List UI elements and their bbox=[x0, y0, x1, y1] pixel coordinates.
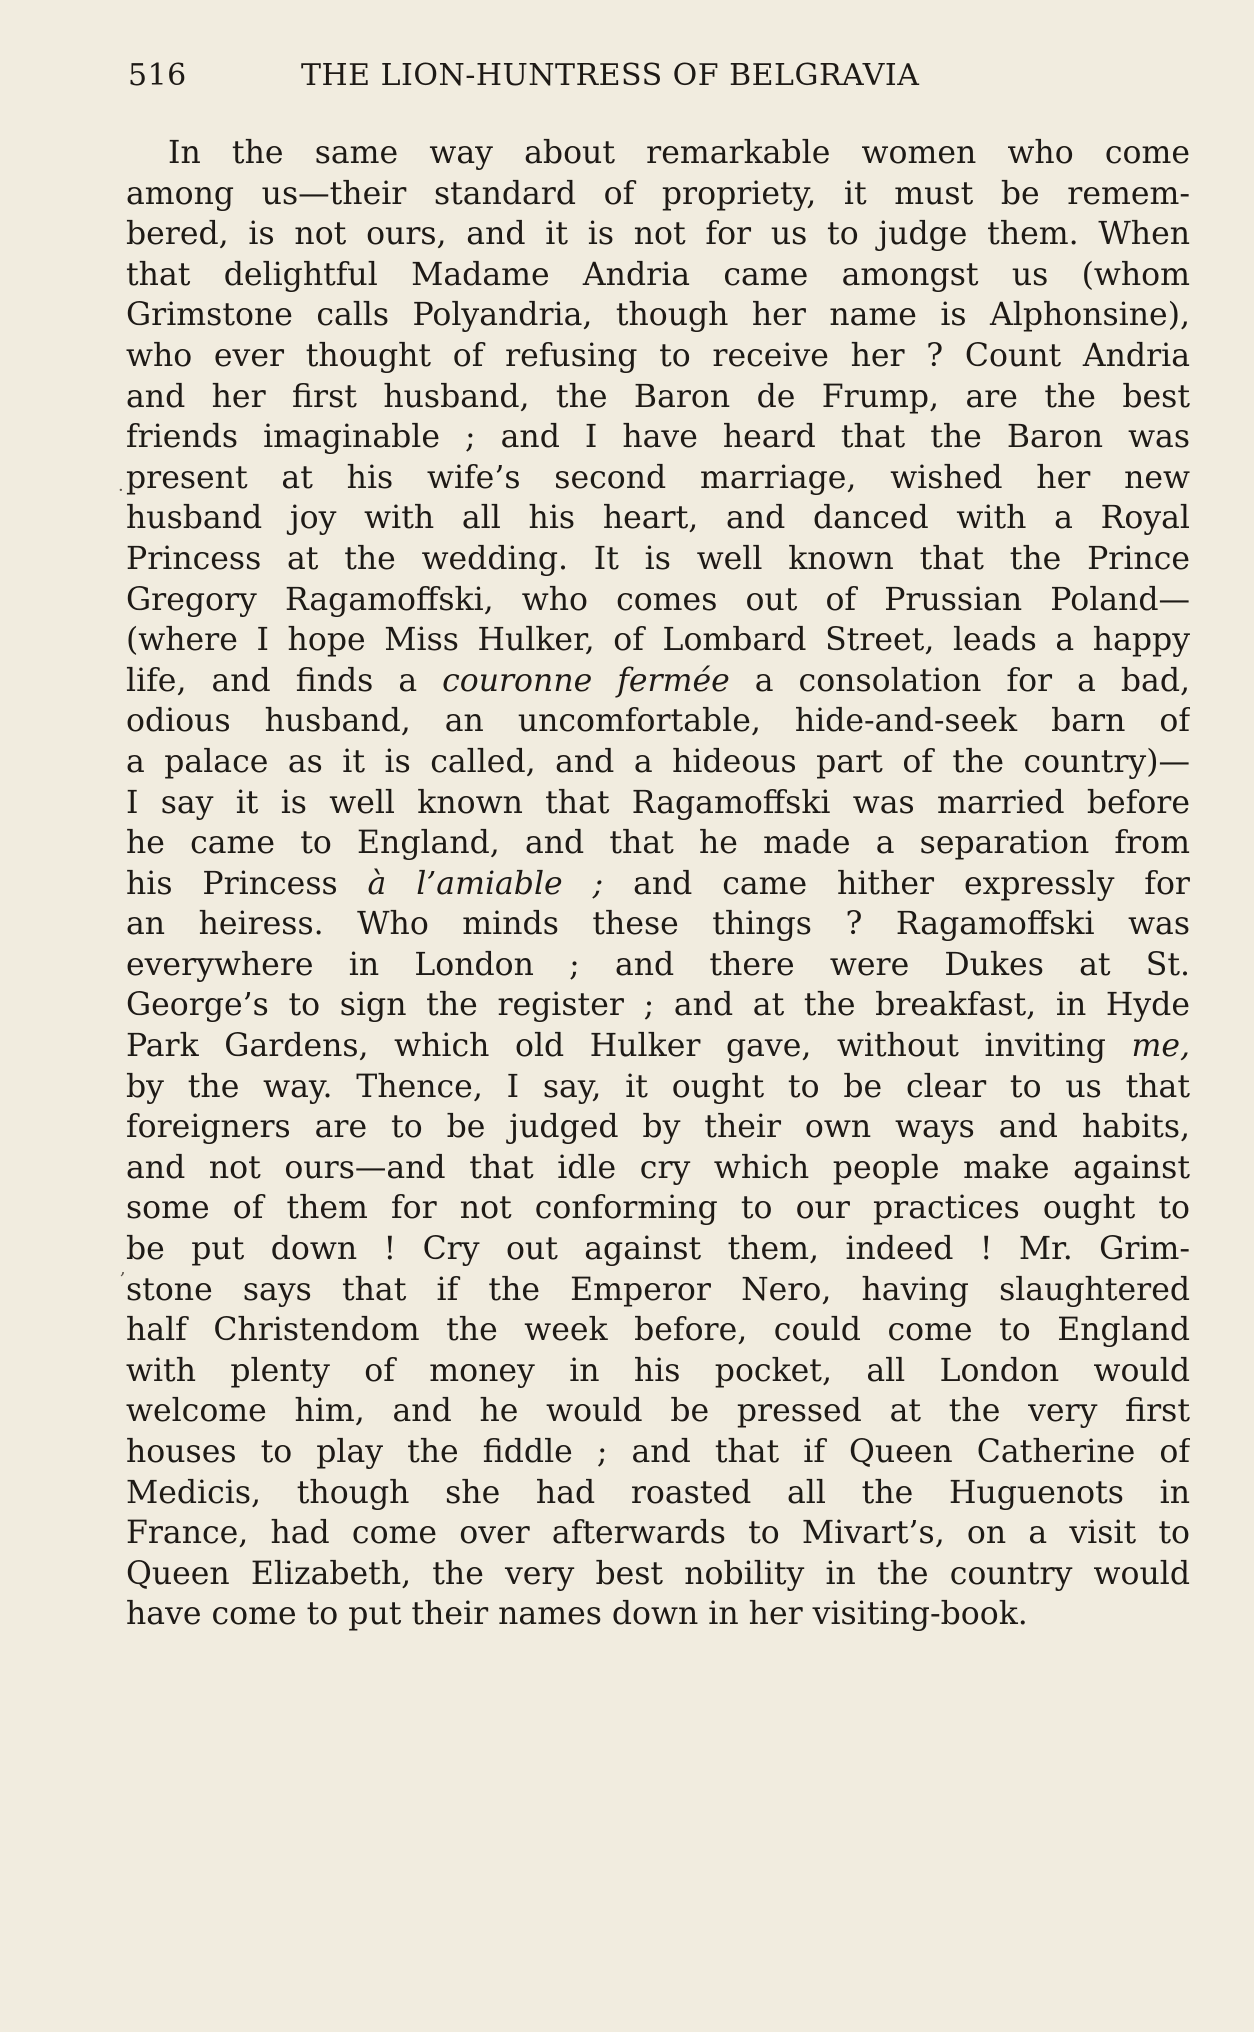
text-line: Grimstone calls Polyandria, though her name is Alphonsine), bbox=[126, 297, 1190, 334]
text-line: I say it is well known that Ragamoffski was married before bbox=[126, 784, 1190, 821]
text-segment: his Princess bbox=[126, 865, 368, 902]
running-head bbox=[128, 58, 1128, 98]
text-line: Queen Elizabeth, the very best nobility in the country would bbox=[126, 1555, 1190, 1592]
text-line: In the same way about remarkable women who come bbox=[168, 135, 1190, 171]
text-line: odious husband, an uncomfortable, hide-and-seek barn of bbox=[126, 703, 1190, 740]
text-line: have come to put their names down in her visiting-book. bbox=[126, 1596, 1028, 1633]
text-line: he came to England, and that he made a separation from bbox=[126, 825, 1190, 862]
text-line bbox=[126, 661, 1190, 702]
text-line: and her first husband, the Baron de Frump, are the best bbox=[126, 378, 1190, 415]
body-text bbox=[126, 133, 1190, 1635]
italic-phrase: couronne fermée bbox=[442, 662, 730, 699]
text-line: and not ours—and that idle cry which people make against bbox=[126, 1149, 1190, 1186]
text-line: husband joy with all his heart, and danced with a Royal bbox=[126, 500, 1190, 537]
text-line: (where I hope Miss Hulker, of Lombard Street, leads a happy bbox=[126, 622, 1190, 659]
text-line: Gregory Ragamoffski, who comes out of Prussian Poland— bbox=[126, 581, 1190, 618]
text-segment: Park Gardens, which old Hulker gave, without inviting bbox=[126, 1028, 1132, 1065]
text-line: Medicis, though she had roasted all the Huguenots in bbox=[126, 1474, 1190, 1511]
text-line: with plenty of money in his pocket, all London would bbox=[126, 1352, 1190, 1389]
text-line: George’s to sign the register ; and at the breakfast, in Hyde bbox=[126, 987, 1190, 1024]
text-line: that delightful Madame Andria came amongst us (whom bbox=[126, 256, 1190, 293]
text-line: half Christendom the week before, could come to England bbox=[126, 1312, 1190, 1349]
text-line: everywhere in London ; and there were Dukes at St. bbox=[126, 946, 1190, 983]
text-line: present at his wife’s second marriage, wished her new bbox=[126, 459, 1190, 496]
margin-mark: , bbox=[120, 1258, 126, 1279]
text-line: foreigners are to be judged by their own ways and habits, bbox=[126, 1109, 1190, 1146]
text-segment: and came hither expressly for bbox=[603, 865, 1190, 902]
text-line: welcome him, and he would be pressed at the very first bbox=[126, 1393, 1190, 1430]
text-line: by the way. Thence, I say, it ought to be clear to us that bbox=[126, 1068, 1190, 1105]
italic-phrase: à l’amiable ; bbox=[367, 865, 604, 902]
running-title: THE LION-HUNTRESS OF BELGRAVIA bbox=[301, 58, 920, 93]
text-line: France, had come over afterwards to Mivart’s, on a visit to bbox=[126, 1515, 1190, 1552]
text-line: houses to play the fiddle ; and that if Queen Catherine of bbox=[126, 1434, 1190, 1470]
text-line: who ever thought of refusing to receive her ? Count Andria bbox=[126, 337, 1190, 374]
text-segment: life, and finds a bbox=[126, 662, 443, 699]
margin-mark: · bbox=[118, 480, 124, 501]
text-line: a palace as it is called, and a hideous part of the country)— bbox=[126, 743, 1190, 780]
text-line: friends imaginable ; and I have heard that the Baron was bbox=[126, 419, 1190, 456]
text-line: an heiress. Who minds these things ? Ragamoffski was bbox=[126, 906, 1190, 943]
text-line: bered, is not ours, and it is not for us to judge them. When bbox=[126, 216, 1190, 253]
text-line bbox=[126, 864, 1190, 905]
text-line bbox=[126, 1026, 1190, 1067]
page-number: 516 bbox=[128, 58, 187, 93]
text-line: stone says that if the Emperor Nero, having slaughtered bbox=[126, 1271, 1190, 1308]
text-line: some of them for not conforming to our practices ought to bbox=[126, 1190, 1190, 1227]
text-line: be put down ! Cry out against them, indeed ! Mr. Grim- bbox=[126, 1231, 1190, 1268]
text-segment: a consolation for a bad, bbox=[729, 662, 1190, 699]
italic-phrase: me, bbox=[1131, 1028, 1190, 1065]
text-line: Princess at the wedding. It is well known that the Prince bbox=[126, 540, 1190, 577]
text-line: among us—their standard of propriety, it must be remem- bbox=[126, 175, 1190, 212]
